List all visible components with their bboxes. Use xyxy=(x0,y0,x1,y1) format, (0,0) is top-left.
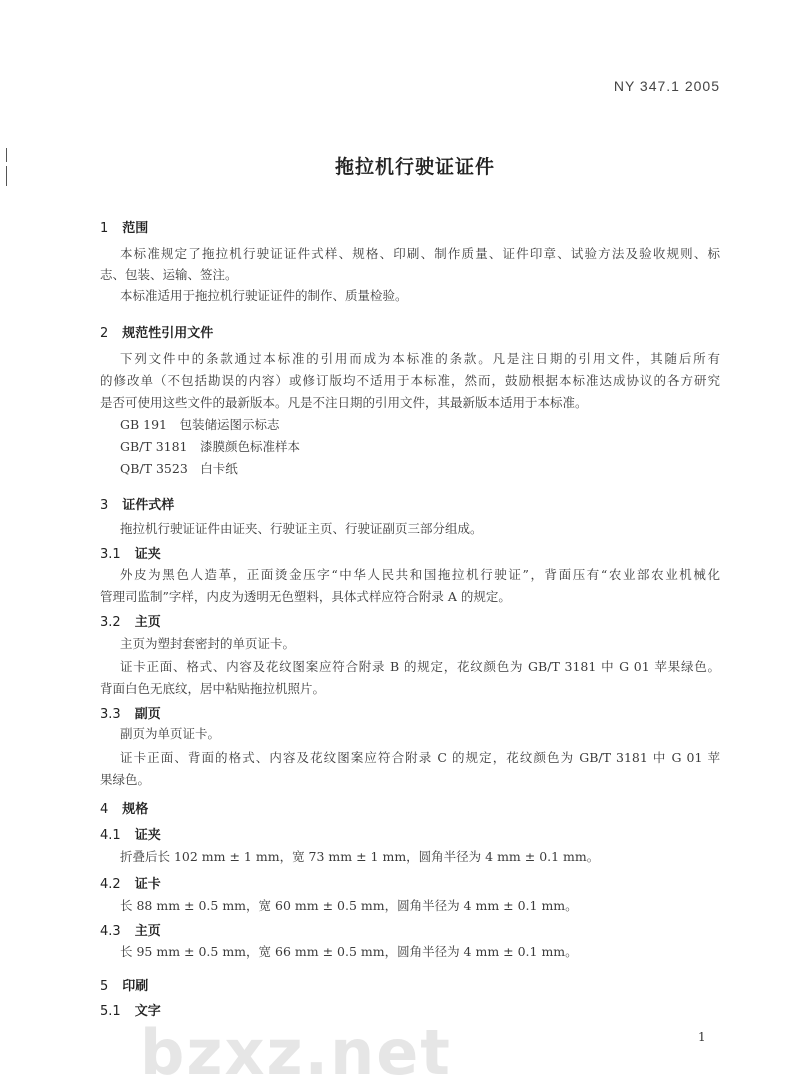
section-heading: 2 规范性引用文件 xyxy=(100,326,214,341)
paragraph-line: 折叠后长 102 mm ± 1 mm，宽 73 mm ± 1 mm，圆角半径为 4 mm ± 0.1 mm。 xyxy=(120,849,600,864)
paragraph-line: 本标准规定了拖拉机行驶证证件式样、规格、印刷、制作质量、证件印章、试验方法及验收规则、标 xyxy=(120,246,720,261)
paragraph-line: 果绿色。 xyxy=(100,772,151,787)
paragraph-line: 背面白色无底纹，居中粘贴拖拉机照片。 xyxy=(100,681,326,696)
subsection-heading: 3.1 证夹 xyxy=(100,547,161,562)
paragraph-line: 主页为塑封套密封的单页证卡。 xyxy=(120,636,296,651)
paragraph-line: 的修改单（不包括勘误的内容）或修订版均不适用于本标准，然而，鼓励根据本标准达成协议的各方研究 xyxy=(100,373,720,388)
section-heading: 4 规格 xyxy=(100,802,149,817)
document-title: 拖拉机行驶证证件 xyxy=(334,156,495,178)
page-number: 1 xyxy=(698,1030,706,1044)
paragraph-line: 拖拉机行驶证证件由证夹、行驶证主页、行驶证副页三部分组成。 xyxy=(120,521,483,536)
subsection-heading: 3.2 主页 xyxy=(100,615,161,630)
subsection-heading: 5.1 文字 xyxy=(100,1004,161,1019)
reference-item: GB 191 包装储运图示标志 xyxy=(120,417,280,432)
paragraph-line: 外皮为黑色人造革，正面烫金压字“中华人民共和国拖拉机行驶证”，背面压有“农业部农业机械化 xyxy=(120,567,720,582)
section-heading: 5 印刷 xyxy=(100,979,149,994)
watermark: bzxz.net xyxy=(140,1016,452,1089)
subsection-heading: 4.2 证卡 xyxy=(100,877,161,892)
section-heading: 3 证件式样 xyxy=(100,498,175,513)
subsection-heading: 3.3 副页 xyxy=(100,707,161,722)
paragraph-line: 长 95 mm ± 0.5 mm，宽 66 mm ± 0.5 mm，圆角半径为 4 mm ± 0.1 mm。 xyxy=(120,944,578,959)
section-heading: 1 范围 xyxy=(100,221,149,236)
paragraph-line: 志、包装、运输、签注。 xyxy=(100,267,238,282)
paragraph-line: 本标准适用于拖拉机行驶证证件的制作、质量检验。 xyxy=(120,288,408,303)
paragraph-line: 是否可使用这些文件的最新版本。凡是不注日期的引用文件，其最新版本适用于本标准。 xyxy=(100,395,588,410)
subsection-heading: 4.3 主页 xyxy=(100,924,161,939)
paragraph-line: 长 88 mm ± 0.5 mm，宽 60 mm ± 0.5 mm，圆角半径为 4 mm ± 0.1 mm。 xyxy=(120,898,578,913)
paragraph-line: 证卡正面、格式、内容及花纹图案应符合附录 B 的规定，花纹颜色为 GB/T 3181 中 G 01 苹果绿色。 xyxy=(120,659,720,674)
subsection-heading: 4.1 证夹 xyxy=(100,828,161,843)
reference-item: GB/T 3181 漆膜颜色标准样本 xyxy=(120,439,301,454)
paragraph-line: 副页为单页证卡。 xyxy=(120,726,221,741)
reference-item: QB/T 3523 白卡纸 xyxy=(120,461,238,476)
paragraph-line: 证卡正面、背面的格式、内容及花纹图案应符合附录 C 的规定，花纹颜色为 GB/T 3181 中 G 01 苹 xyxy=(120,750,720,765)
paragraph-line: 下列文件中的条款通过本标准的引用而成为本标准的条款。凡是注日期的引用文件，其随后所有 xyxy=(120,351,720,366)
standard-code: NY 347.1 2005 xyxy=(613,78,720,94)
paragraph-line: 管理司监制”字样，内皮为透明无色塑料，具体式样应符合附录 A 的规定。 xyxy=(100,589,511,604)
